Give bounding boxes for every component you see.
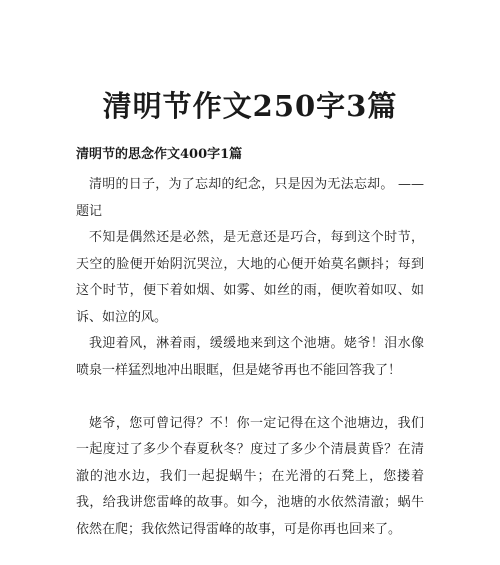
paragraph-2: 不知是偶然还是必然，是无意还是巧合，每到这个时节，天空的脸便开始阴沉哭泣，大地的心便开始莫名颤抖；每到这个时节，便下着如烟、如雾、如丝的雨，便吹着如叹、如诉、如泣的风。 <box>76 230 424 325</box>
document-subtitle: 清明节的思念作文400字1篇 <box>76 147 243 162</box>
paragraph-3: 我迎着风，淋着雨，缓缓地来到这个池塘。姥爷！泪水像喷泉一样猛烈地冲出眼眶，但是姥爷再也不能回答我了！ <box>76 336 424 378</box>
paragraph-4: 姥爷，您可曾记得？不！你一定记得在这个池塘边，我们一起度过了多少个春夏秋冬？度过了多少个清晨黄昏？在清澈的池水边，我们一起捉蜗牛；在光滑的石凳上，您搂着我，给我讲您雷峰的故事。如今，池塘的水依然清澈；蜗牛依然在爬；我依然记得雷峰的故事，可是你再也回来了。 <box>76 415 424 537</box>
paragraph-1: 清明的日子，为了忘却的纪念，只是因为无法忘却。 ——题记 <box>76 177 424 219</box>
document-title: 清明节作文250字3篇 <box>102 89 398 123</box>
document-body <box>76 172 424 543</box>
